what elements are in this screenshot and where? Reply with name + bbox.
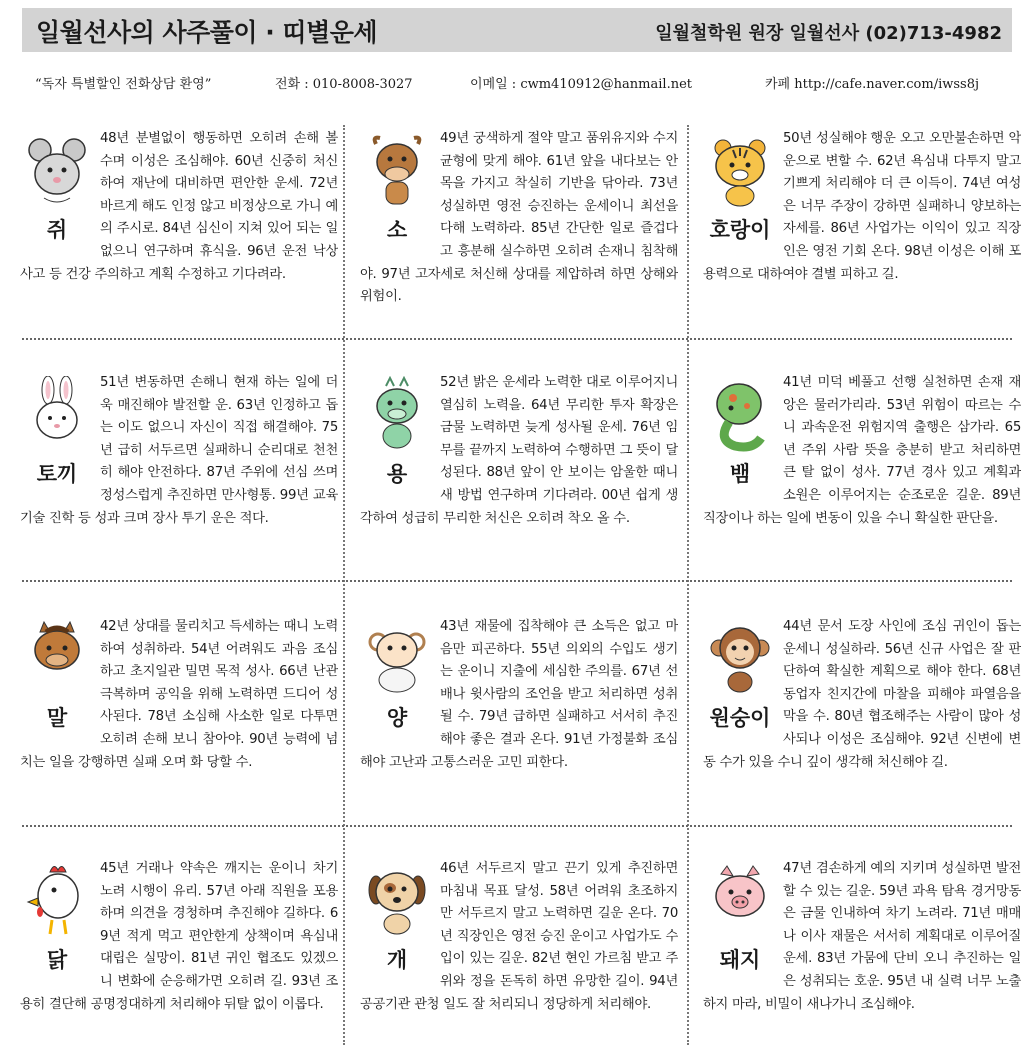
column-divider <box>687 125 689 1045</box>
horse-illustration <box>20 616 94 740</box>
phone-text: 전화 : 010-8008-3027 <box>275 77 413 92</box>
fortune-text: 52년 밝은 운세라 노력한 대로 이루어지니 열심히 노력을. 64년 무리한 투자 확장은 금물 노력하면 늦게 성사될 운세. 76년 임무를 끝까지 노력하여 수행하면 그 뜻이 달성된다. 88년 앞이 안 보이는 암울한 때니 새 방법 연구하며 기다려라. 00년 쉽게 생각하여 성급히 무리한 처신은 오히려 착오 올 수. <box>360 375 678 526</box>
snake-illustration <box>703 372 777 496</box>
snake-icon <box>709 376 771 454</box>
sheep-illustration <box>360 616 434 740</box>
animal-name: 말 <box>46 706 68 730</box>
zodiac-entry-pig <box>703 858 1021 1016</box>
zodiac-entry-dog <box>360 858 678 1016</box>
animal-name: 토끼 <box>36 462 78 486</box>
page-title: 일월선사의 사주풀이 · 띠별운세 <box>36 18 378 47</box>
fortune-text: 45년 거래나 약속은 깨지는 운이니 차기 노려 시행이 유리. 57년 아래 직원을 포용하며 의견을 경청하며 추진해야 길하다. 69년 적게 먹고 편안한게 상책이며 욕심내 대립은 실망이. 81년 귀인 협조도 있겠으니 변화에 순응해가면 오히려 길. 93년 조용히 결단해 공명정대하게 처리해야 뒤탈 없이 이롭다. <box>20 861 338 1012</box>
cafe-text: 카페 http://cafe.naver.com/iwss8j <box>765 77 980 92</box>
animal-name: 원숭이 <box>709 706 771 730</box>
fortune-text: 47년 겸손하게 예의 지키며 성실하면 발전할 수 있는 길운. 59년 과욕 탐욕 경거망동은 금물 인내하여 차기 노려라. 71년 매매나 이사 재물은 서서히 계획대로 이루어질 운세. 83년 가뭄에 단비 오니 추진하는 일은 성취되는 호운. 95년 내 실력 너무 노출하지 마라, 비밀이 새나가니 조심해야. <box>703 861 1021 1012</box>
rabbit-illustration <box>20 372 94 496</box>
zodiac-entry-tiger <box>703 128 1021 286</box>
dog-illustration <box>360 858 434 982</box>
rooster-illustration <box>20 858 94 982</box>
animal-name: 닭 <box>46 948 68 972</box>
animal-name: 개 <box>386 948 408 972</box>
dragon-icon <box>366 376 428 454</box>
zodiac-entry-rat <box>20 128 338 286</box>
zodiac-entry-dragon <box>360 372 678 530</box>
fortune-text: 46년 서두르지 말고 끈기 있게 추진하면 마침내 목표 달성. 58년 어려워 초조하지만 서두르지 말고 노력하면 길운 온다. 70년 직장인은 영전 승진 운이고 사업가도 수입이 있는 길운. 82년 현인 가르침 받고 주위와 정을 돈독히 하면 유망한 길이. 94년 공공기관 관청 일도 잘 처리되니 정당하게 처리해야. <box>360 861 678 1012</box>
fortune-text: 44년 문서 도장 사인에 조심 귀인이 돕는 운세니 성실하라. 56년 신규 사업은 잘 판단하여 확실한 계획으로 해야 한다. 68년 동업자 친지간에 마찰을 피해야 파열음을 막을 수. 80년 협조해주는 사람이 많아 성사되나 이성은 조심해야. 92년 신변에 변동 수가 있을 수니 깊이 생각해 처신해야 길. <box>703 619 1021 770</box>
row-divider <box>22 825 1012 827</box>
pig-icon <box>709 862 771 940</box>
ox-illustration <box>360 128 434 252</box>
zodiac-entry-sheep <box>360 616 678 774</box>
author-contact: 일월철학원 원장 일월선사 (02)713-4982 <box>655 23 1002 44</box>
monkey-icon <box>709 620 771 698</box>
tiger-illustration <box>703 128 777 252</box>
rooster-icon <box>26 862 88 940</box>
animal-name: 용 <box>386 462 408 486</box>
row-divider <box>22 338 1012 340</box>
animal-name: 돼지 <box>719 948 761 972</box>
ox-icon <box>366 132 428 210</box>
rabbit-icon <box>26 376 88 454</box>
zodiac-entry-rooster <box>20 858 338 1016</box>
fortune-text: 42년 상대를 물리치고 득세하는 때니 노력하여 성취하라. 54년 어려워도 과음 조심하고 초지일관 밀면 목적 성사. 66년 난관 극복하며 공익을 위해 노력하면 드디어 성사된다. 78년 소심해 사소한 일로 다투면 오히려 손해 보니 참아야. 90년 능력에 넘치는 일을 강행하면 실패 오며 화 당할 수. <box>20 619 338 770</box>
header-banner <box>22 8 1012 52</box>
rat-illustration <box>20 128 94 252</box>
zodiac-entry-snake <box>703 372 1021 530</box>
email-text: 이메일 : cwm410912@hanmail.net <box>470 77 692 92</box>
horse-icon <box>26 620 88 698</box>
zodiac-entry-monkey <box>703 616 1021 774</box>
animal-name: 호랑이 <box>709 218 771 242</box>
animal-name: 쥐 <box>46 218 68 242</box>
animal-name: 뱀 <box>729 462 751 486</box>
tiger-icon <box>709 132 771 210</box>
rat-icon <box>26 132 88 210</box>
dragon-illustration <box>360 372 434 496</box>
fortune-text: 49년 궁색하게 절약 말고 품위유지와 수지균형에 맞게 해야. 61년 앞을 내다보는 안목을 가지고 착실히 기반을 닦아라. 73년 성실하면 영전 승진하는 운세이니 최선을 다해 노력하라. 85년 간단한 일로 즐겁다고 흥분해 실수하면 오히려 손재니 침착해야. 97년 고자세로 처신해 상대를 제압하려 하면 상해와 위험이. <box>360 131 678 305</box>
zodiac-entry-ox <box>360 128 678 309</box>
row-divider <box>22 580 1012 582</box>
dog-icon <box>366 862 428 940</box>
fortune-text: 50년 성실해야 행운 오고 오만불손하면 악운으로 변할 수. 62년 욕심내 다투지 말고 기쁘게 처리해야 더 큰 이득이. 74년 여성은 너무 주장이 강하면 실패하니 양보하는 자세를. 86년 사업가는 이익이 있고 직장인은 영전 기회 온다. 98년 이성은 이해 포용력으로 대하여야 결별 피하고 길. <box>703 131 1021 282</box>
animal-name: 양 <box>386 706 408 730</box>
fortune-text: 41년 미덕 베풀고 선행 실천하면 손재 재앙은 물러가리라. 53년 위험이 따르는 수니 과속운전 위험지역 출행은 삼가라. 65년 주위 사람 뜻을 충분히 받고 처리하면 큰 탈 없이 성사. 77년 경사 있고 계획과 소원은 이루어지는 순조로운 길운. 89년 직장이나 하는 일에 변동이 있을 수니 확실한 판단을. <box>703 375 1021 526</box>
fortune-text: 43년 재물에 집착해야 큰 소득은 없고 마음만 피곤하다. 55년 의외의 수입도 생기는 운이니 지출에 세심한 주의를. 67년 선배나 윗사람의 조언을 받고 처리하면 성취될 수. 79년 급하면 실패하고 서서히 추진해야 좋은 결과 온다. 91년 가정불화 조심해야 고난과 고통스러운 고민 피한다. <box>360 619 678 770</box>
promo-text: “독자 특별할인 전화상담 환영” <box>35 77 212 92</box>
column-divider <box>343 125 345 1045</box>
monkey-illustration <box>703 616 777 740</box>
fortune-text: 51년 변동하면 손해니 현재 하는 일에 더욱 매진해야 발전할 운. 63년 인정하고 돕는 이도 없으니 자신이 직접 해결해야. 75년 급히 서두르면 실패하니 순리대로 천천히 해야 안전하다. 87년 주위에 선심 쓰며 정성스럽게 추진하면 만사형통. 99년 교육 기술 진학 등 성과 크며 장사 투기 운은 적다. <box>20 375 338 526</box>
sheep-icon <box>366 620 428 698</box>
zodiac-entry-rabbit <box>20 372 338 530</box>
zodiac-entry-horse <box>20 616 338 774</box>
animal-name: 소 <box>386 218 408 242</box>
pig-illustration <box>703 858 777 982</box>
fortune-text: 48년 분별없이 행동하면 오히려 손해 볼 수며 이성은 조심해야. 60년 신중히 처신하여 재난에 대비하면 편안한 운세. 72년 바르게 해도 인정 않고 비정상으로 가니 예의 주시로. 84년 심신이 지쳐 있어 되는 일 없으니 연구하며 휴식을. 96년 운전 낙상사고 등 건강 주의하고 계획 수정하고 기다려라. <box>20 131 338 282</box>
